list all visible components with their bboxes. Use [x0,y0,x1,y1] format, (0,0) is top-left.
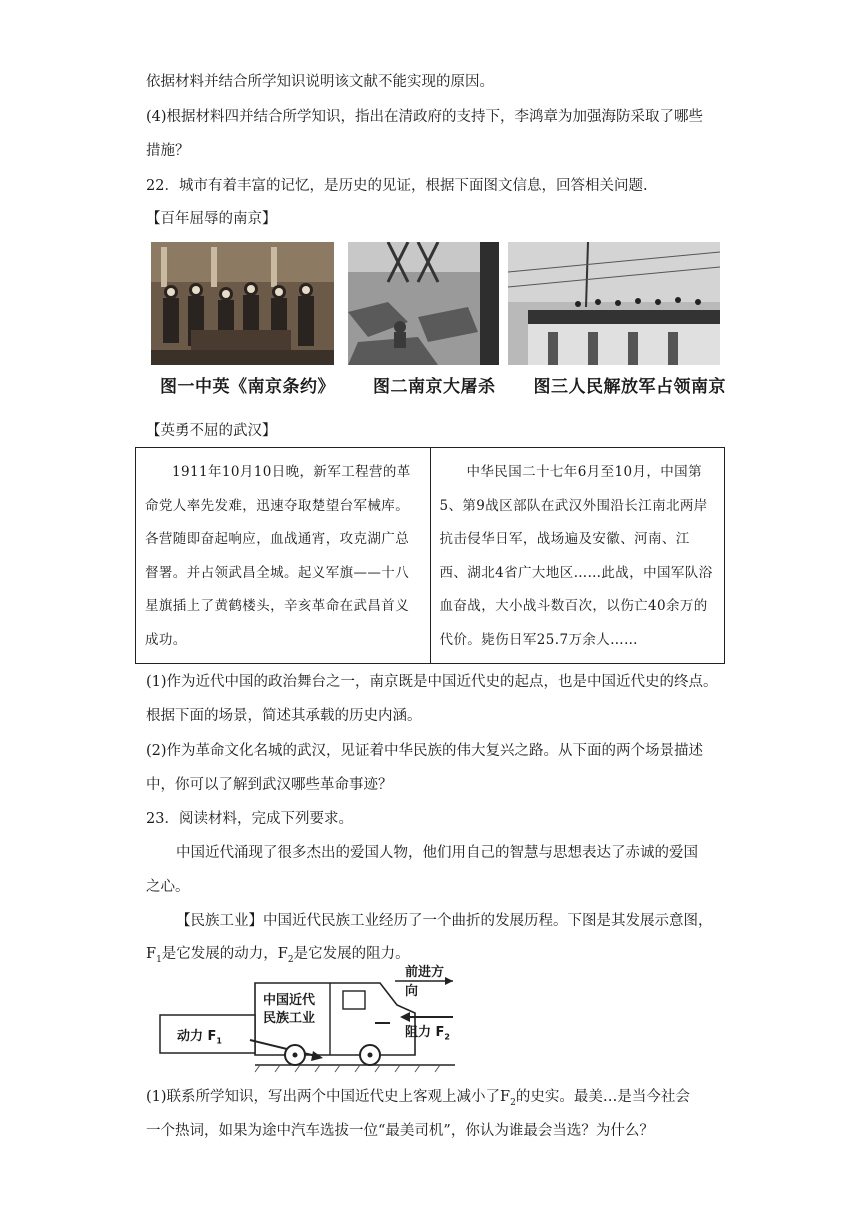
force2-sub: 2 [444,1032,450,1042]
photo-nanjing-treaty [151,242,334,365]
wuhan-left-text: 1911年10月10日晚，新军工程营的革命党人率先发难，迅速夺取楚望台军械库。各营随即奋起响应，血战通宵，攻克湖广总督署。并占领武昌全城。起义军旗——十八星旗插上了黄鹤楼头，辛亥革命在武昌首义成功。 [136,448,431,664]
direction-label: 前进方向 [405,965,445,999]
force1-text: 动力 F [177,1029,217,1044]
q23-1-sub: 2 [510,1097,516,1108]
force2-text: 阻力 F [405,1025,445,1040]
q23-industry-line2 [146,944,410,970]
force1-sub: 1 [216,1036,222,1046]
photo-captions [160,372,726,397]
f1-text: 是它发展的动力，F [161,946,288,962]
f1-subscript: 1 [156,954,162,965]
f1-symbol: F [146,946,157,962]
truck-label-line1: 中国近代 [263,993,316,1008]
q23-industry-line1: 【民族工业】中国近代民族工业经历了一个曲折的发展历程。下图是其发展示意图， [176,913,713,929]
q23-1-line1 [146,1087,690,1113]
caption-massacre: 图二南京大屠杀 [373,377,496,397]
force1-label [177,1025,222,1046]
q21-4-line1: (4)根据材料四并结合所学知识，指出在清政府的支持下，李鸿章为加强海防采取了哪些 [146,109,704,125]
force2-label [405,1021,450,1042]
caption-pla: 图三人民解放军占领南京 [533,377,726,397]
q23-intro: 23．阅读材料，完成下列要求。 [146,811,353,827]
truck-label-line2: 民族工业 [263,1011,316,1026]
q23-1-line2: 一个热词，如果为途中汽车选拔一位“最美司机”，你认为谁最会当选？为什么？ [146,1123,654,1139]
q22-1-line1: (1)作为近代中国的政治舞台之一，南京既是中国近代史的起点，也是中国近代史的终点。 [146,674,718,690]
section-nanjing: 【百年屈辱的南京】 [146,211,277,227]
f2-subscript: 2 [287,954,294,965]
q21-4-line2: 措施？ [146,143,190,159]
q22-intro: 22．城市有着丰富的记忆，是历史的见证，根据下面图文信息，回答相关问题. [146,178,648,194]
q23-1-text-a: (1)联系所学知识，写出两个中国近代史上客观上减小了F [146,1089,511,1105]
section-wuhan: 【英勇不屈的武汉】 [146,423,277,439]
photo-nanjing-massacre [348,242,499,365]
wuhan-material-table [135,447,725,664]
wuhan-right-text: 中华民国二十七年6月至10月，中国第5、第9战区部队在武汉外围沿长江南北两岸抗击侵华日军，战场遍及安徽、河南、江西、湖北4省广大地区……此战，中国军队浴血奋战，大小战斗数百次，以伤亡40余万的代价。毙伤日军25.7万余人…… [430,448,725,664]
q22-1-line2: 根据下面的场景，简述其承载的历史内涵。 [146,708,422,724]
photo-pla-nanjing [508,242,720,365]
q22-2-line1: (2)作为革命文化名城的武汉，见证着中华民族的伟大复兴之路。从下面的两个场景描述 [146,743,704,759]
f2-text: 是它发展的阻力。 [293,946,410,962]
q23-1-text-b: 的史实。最美…是当今社会 [515,1089,690,1105]
q23-para-line1: 中国近代涌现了很多杰出的爱国人物，他们用自己的智慧与思想表达了赤诚的爱国 [176,845,698,861]
q22-2-line2: 中，你可以了解到武汉哪些革命事迹？ [146,777,393,793]
caption-treaty: 图一中英《南京条约》 [160,377,335,397]
q21-tail: 依据材料并结合所学知识说明该文献不能实现的原因。 [146,74,494,90]
industry-force-diagram [155,965,455,1075]
q23-para-line2: 之心。 [146,879,190,895]
